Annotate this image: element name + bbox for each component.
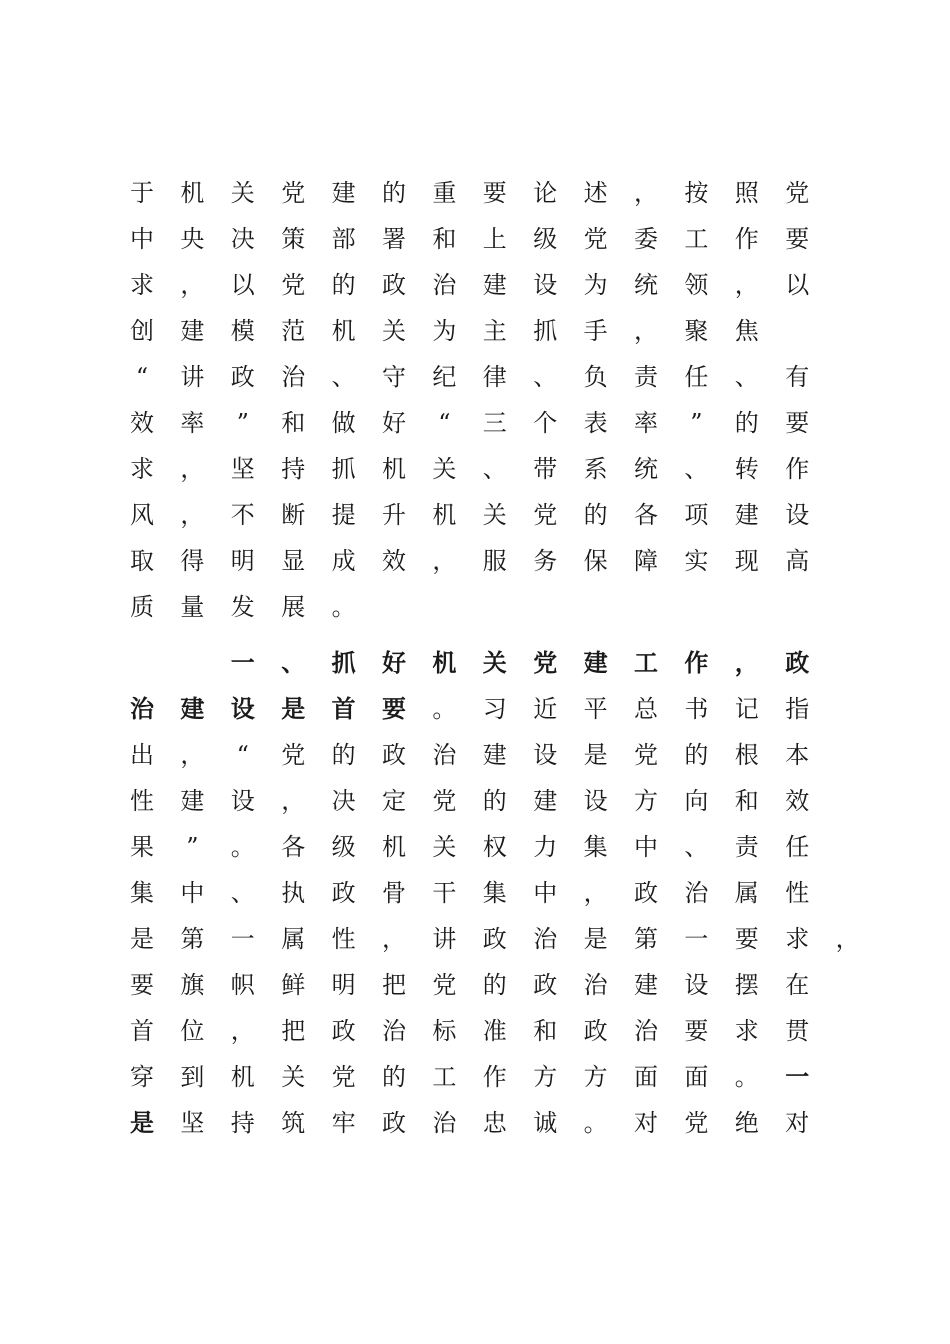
- text-line: 取 得 明 显 成 效 ， 服 务 保 障 实 现 高: [130, 547, 810, 575]
- text-line: 果 ” 。 各 级 机 关 权 力 集 中 、 责 任: [130, 833, 810, 861]
- text-line: 首 位 ， 把 政 治 标 准 和 政 治 要 求 贯: [130, 1017, 810, 1045]
- text-line: 是 坚 持 筑 牢 政 治 忠 诚 。 对 党 绝 对: [130, 1108, 810, 1137]
- text-line: 出 ， “ 党 的 政 治 建 设 是 党 的 根 本: [130, 741, 810, 769]
- text-line: 集 中 、 执 政 骨 干 集 中 ， 政 治 属 性: [130, 879, 810, 907]
- text-line: 要 旗 帜 鲜 明 把 党 的 政 治 建 设 摆 在: [130, 971, 810, 999]
- text-line: 创 建 模 范 机 关 为 主 抓 手 ， 聚 焦: [130, 317, 759, 345]
- text-line: 一 、 抓 好 机 关 党 建 工 作 ， 政: [230, 648, 810, 677]
- text-line: 质 量 发 展 。: [130, 593, 356, 621]
- text-line: 效 率 ” 和 做 好 “ 三 个 表 率 ” 的 要: [130, 409, 810, 437]
- body-text: [128, 170, 858, 1146]
- text-line: 于 机 关 党 建 的 重 要 论 述 ， 按 照 党: [130, 179, 810, 207]
- text-line: 性 建 设 ， 决 定 党 的 建 设 方 向 和 效: [130, 787, 810, 815]
- text-line: 穿 到 机 关 党 的 工 作 方 方 面 面 。 一: [130, 1062, 810, 1091]
- text-line: 风 ， 不 断 提 升 机 关 党 的 各 项 建 设: [130, 501, 810, 529]
- text-line: 中 央 决 策 部 署 和 上 级 党 委 工 作 要: [130, 225, 810, 253]
- text-line: 是 第 一 属 性 ， 讲 政 治 是 第 一 要 求 ，: [130, 925, 860, 953]
- text-line: 求 ， 坚 持 抓 机 关 、 带 系 统 、 转 作: [130, 455, 810, 483]
- text-line: 求 ， 以 党 的 政 治 建 设 为 统 领 ， 以: [130, 271, 810, 299]
- text-line: 治 建 设 是 首 要 。 习 近 平 总 书 记 指: [130, 694, 810, 723]
- text-line: “ 讲 政 治 、 守 纪 律 、 负 责 任 、 有: [135, 363, 810, 391]
